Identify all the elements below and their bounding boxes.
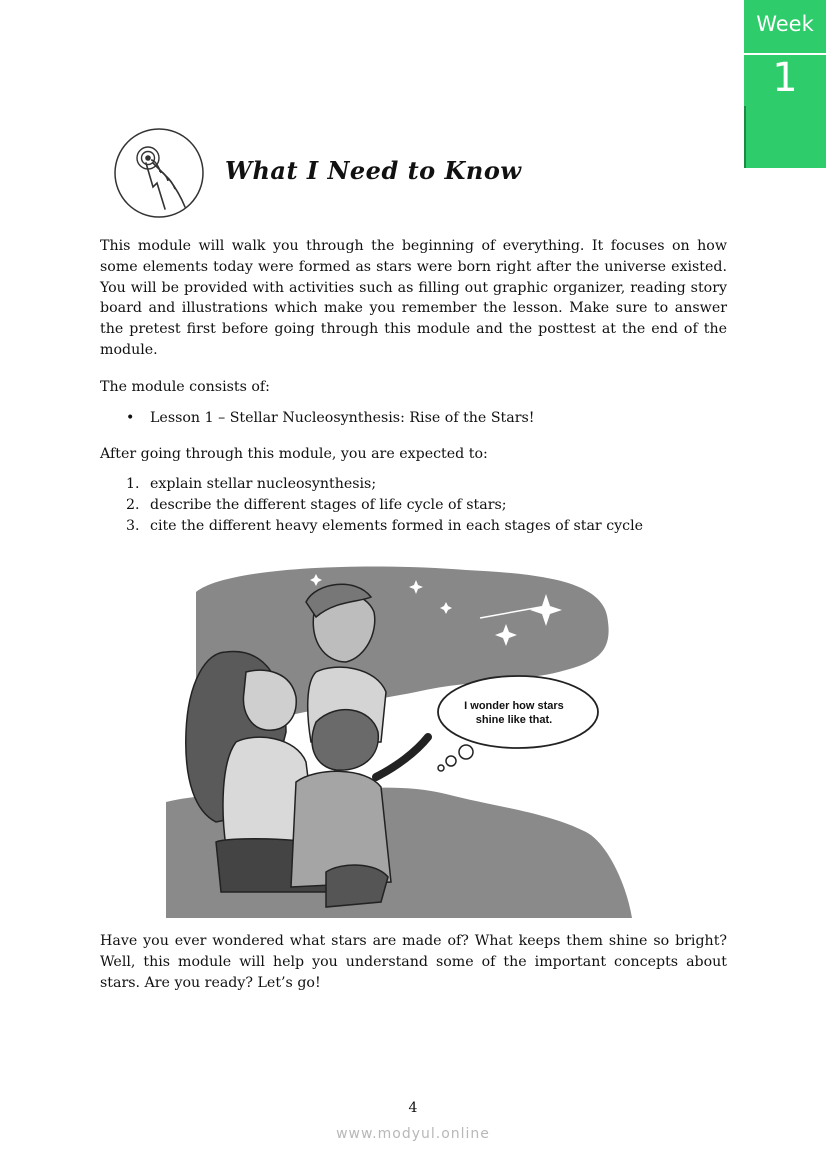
- week-tab: [744, 0, 826, 168]
- week-tab-divider: [744, 53, 826, 55]
- closing-paragraph: Have you ever wondered what stars are made of? What keeps them shine so bright? Well, this module will help you understand some of the important concepts about stars. Are you ready? Let’s go!: [100, 933, 727, 991]
- small-girl-hair: [312, 710, 378, 771]
- lesson-text: Lesson 1 – Stellar Nucleosynthesis: Rise of the Stars!: [150, 410, 535, 426]
- objective-item: [100, 474, 643, 495]
- thought-dot-large: [459, 745, 473, 759]
- objective-number: 2.: [126, 496, 140, 513]
- objective-number: 1.: [126, 476, 140, 492]
- week-number: 1: [772, 55, 798, 101]
- section-title: What I Need to Know: [225, 156, 522, 185]
- thought-bubble: [438, 676, 598, 748]
- stargazing-illustration: [166, 562, 632, 918]
- objective-item: [100, 516, 643, 537]
- touch-hand-icon: [113, 127, 205, 219]
- expected-label: After going through this module, you are expected to:: [100, 446, 488, 462]
- thought-text-line2: shine like that.: [475, 714, 553, 726]
- watermark: www.modyul.online: [336, 1126, 490, 1142]
- objective-item: [100, 495, 643, 516]
- small-girl-feet: [326, 865, 388, 907]
- module-consists-label: The module consists of:: [100, 379, 270, 395]
- lesson-item: [100, 408, 534, 429]
- intro-paragraph: This module will walk you through the beginning of everything. It focuses on how some elements today were formed as stars were born right after the universe existed. You will be provided with activities such as filling out graphic organizer, reading story board and illustrations which make you remember the lesson. Make sure to answer the pretest first before going through this module and the posttest at the end of the module.: [100, 238, 727, 358]
- objective-number: 3.: [126, 517, 140, 534]
- lesson-list: [100, 408, 534, 429]
- thought-text-line1: I wonder how stars: [464, 700, 564, 712]
- objectives-list: [100, 474, 643, 536]
- week-tab-notch: [744, 106, 746, 168]
- objective-text: explain stellar nucleosynthesis;: [150, 476, 377, 492]
- thought-dot-medium: [446, 756, 456, 766]
- week-label: Week: [756, 12, 814, 36]
- objective-text: cite the different heavy elements formed in each stages of star cycle: [150, 517, 644, 534]
- page-number: 4: [408, 1100, 418, 1116]
- bullet: •: [126, 410, 135, 426]
- pointing-arm: [376, 737, 428, 777]
- thought-dot-small: [438, 765, 444, 771]
- objective-text: describe the different stages of life cycle of stars;: [150, 496, 507, 513]
